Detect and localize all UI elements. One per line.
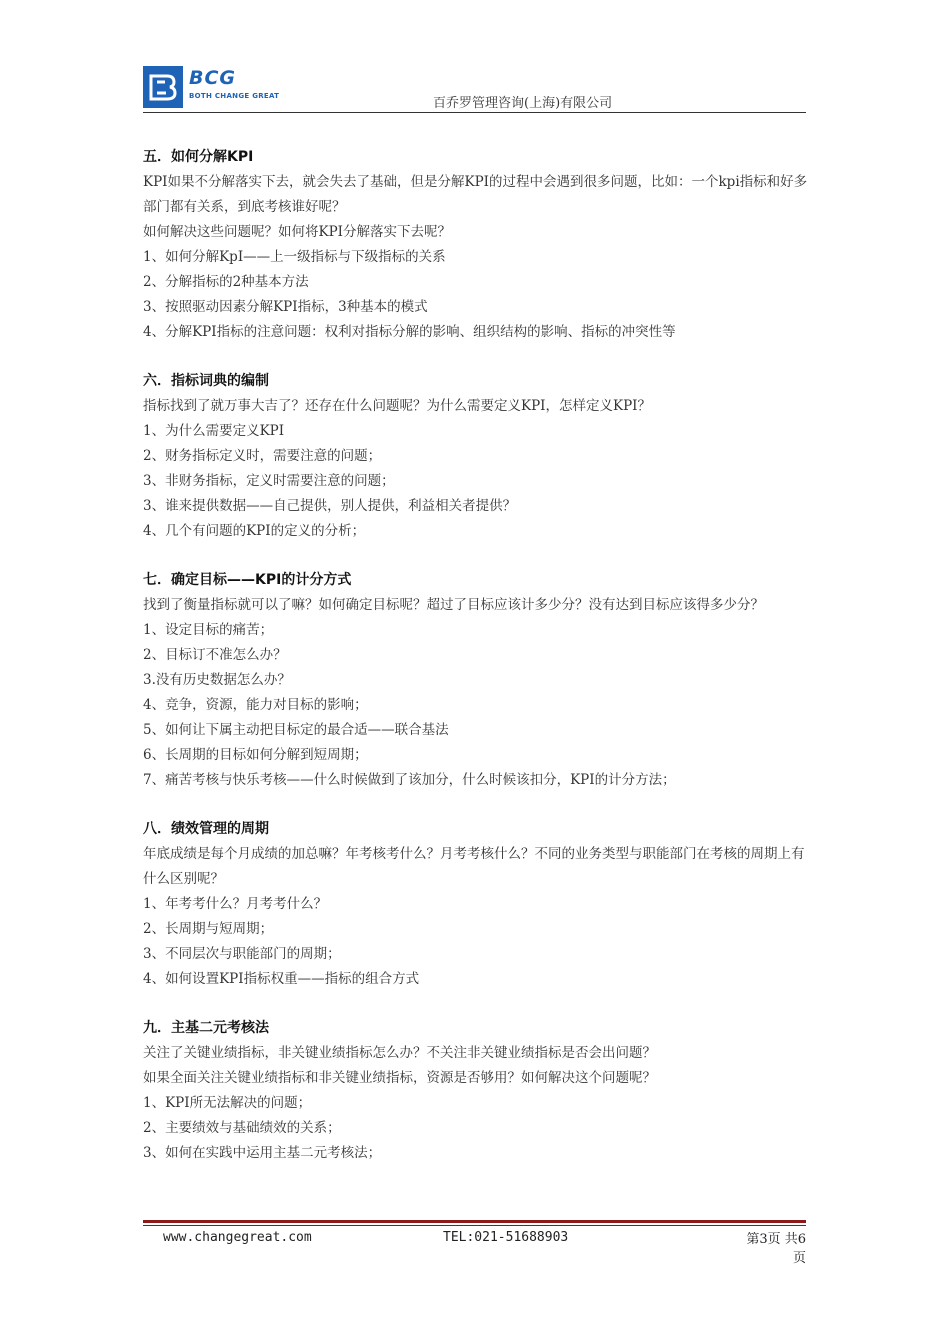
list-item: 2、财务指标定义时，需要注意的问题； — [143, 448, 382, 464]
paragraph-line: 如果全面关注关键业绩指标和非关键业绩指标，资源是否够用？如何解决这个问题呢？ — [143, 1070, 656, 1086]
list-item: 3、按照驱动因素分解KPI指标，3种基本的模式 — [143, 299, 428, 315]
list-item: 1、设定目标的痛苦； — [143, 622, 274, 638]
list-item: 3.没有历史数据怎么办？ — [143, 672, 291, 688]
page-header — [143, 62, 806, 114]
section-title: 六．指标词典的编制 — [143, 373, 269, 389]
list-item: 4、分解KPI指标的注意问题：权利对指标分解的影响、组织结构的影响、指标的冲突性等 — [143, 324, 676, 340]
company-name: 百乔罗管理咨询(上海)有限公司 — [433, 96, 613, 111]
list-item: 3、谁来提供数据——自己提供，别人提供，利益相关者提供？ — [143, 498, 517, 514]
page-number-line: 第3页 共6 — [746, 1232, 806, 1247]
page-number — [716, 1230, 806, 1268]
paragraph-line: 指标找到了就万事大吉了？还存在什么问题呢？为什么需要定义KPI，怎样定义KPI？ — [143, 398, 652, 414]
header-divider — [143, 112, 806, 113]
section-5 — [143, 145, 808, 345]
list-item: 7、痛苦考核与快乐考核——什么时候做到了该加分，什么时候该扣分，KPI的计分方法； — [143, 772, 676, 788]
list-item: 1、KPI所无法解决的问题； — [143, 1095, 312, 1111]
list-item: 3、如何在实践中运用主基二元考核法； — [143, 1145, 382, 1161]
section-7 — [143, 568, 808, 793]
paragraph-line: 找到了衡量指标就可以了嘛？如何确定目标呢？超过了目标应该计多少分？没有达到目标应该得多少分？ — [143, 597, 764, 613]
section-title: 七．确定目标——KPI的计分方式 — [143, 572, 352, 588]
paragraph-line: 关注了关键业绩指标，非关键业绩指标怎么办？不关注非关键业绩指标是否会出问题？ — [143, 1045, 656, 1061]
section-title: 八．绩效管理的周期 — [143, 821, 269, 837]
section-9 — [143, 1016, 808, 1166]
list-item: 1、为什么需要定义KPI — [143, 423, 285, 439]
list-item: 3、非财务指标，定义时需要注意的问题； — [143, 473, 395, 489]
list-item: 2、主要绩效与基础绩效的关系； — [143, 1120, 341, 1136]
telephone-text: TEL:021-51688903 — [443, 1230, 569, 1245]
document-body — [143, 145, 808, 1190]
bcg-logo-icon — [143, 66, 183, 108]
section-title: 五．如何分解KPI — [143, 149, 254, 165]
section-title: 九．主基二元考核法 — [143, 1020, 269, 1036]
list-item: 1、如何分解KpI——上一级指标与下级指标的关系 — [143, 249, 446, 265]
list-item: 4、如何设置KPI指标权重——指标的组合方式 — [143, 971, 420, 987]
list-item: 2、目标订不准怎么办？ — [143, 647, 287, 663]
footer-divider-thin — [143, 1225, 806, 1226]
list-item: 2、分解指标的2种基本方法 — [143, 274, 309, 290]
list-item: 2、长周期与短周期； — [143, 921, 274, 937]
section-8 — [143, 817, 808, 992]
list-item: 4、几个有问题的KPI的定义的分析； — [143, 523, 366, 539]
paragraph-line: 如何解决这些问题呢？如何将KPI分解落实下去呢？ — [143, 224, 452, 240]
footer-divider — [143, 1220, 806, 1223]
logo-tagline: BOTH CHANGE GREAT — [189, 92, 280, 100]
section-6 — [143, 369, 808, 544]
list-item: 4、竞争，资源，能力对目标的影响； — [143, 697, 368, 713]
website-text: www.changegreat.com — [163, 1230, 312, 1245]
logo-wordmark — [189, 68, 279, 101]
list-item: 6、长周期的目标如何分解到短周期； — [143, 747, 368, 763]
page-number-line: 页 — [792, 1251, 806, 1266]
paragraph-line: 年底成绩是每个月成绩的加总嘛？年考核考什么？月考考核什么？不同的业务类型与职能部门在考核的周期上有什么区别呢？ — [143, 846, 805, 887]
list-item: 3、不同层次与职能部门的周期； — [143, 946, 341, 962]
paragraph-line: KPI如果不分解落实下去，就会失去了基础，但是分解KPI的过程中会遇到很多问题，比如：一个kpi指标和好多部门都有关系，到底考核谁好呢？ — [143, 174, 808, 215]
logo-main-text: BCG — [189, 67, 237, 89]
list-item: 1、年考考什么？月考考什么？ — [143, 896, 328, 912]
page-footer — [143, 1220, 806, 1280]
list-item: 5、如何让下属主动把目标定的最合适——联合基法 — [143, 722, 449, 738]
